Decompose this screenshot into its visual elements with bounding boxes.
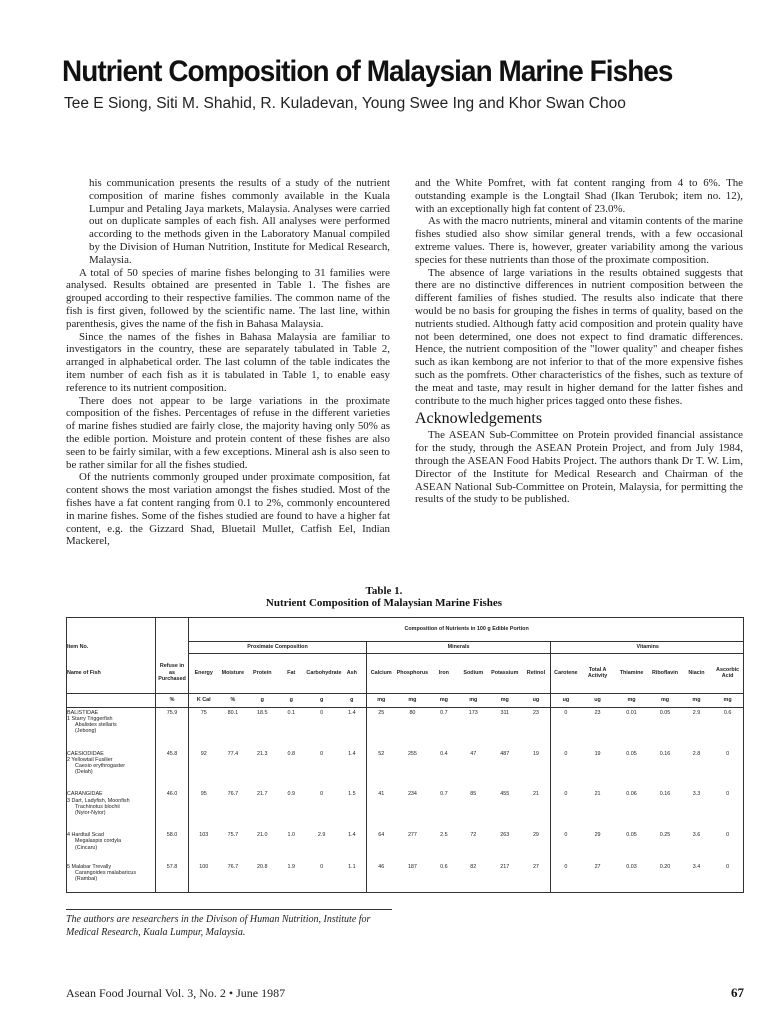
unit-cell: %	[218, 693, 247, 707]
column-header: Niacin	[688, 669, 705, 676]
value-cell: 103	[199, 832, 209, 839]
fish-local: (Nyior-Nyior)	[75, 810, 106, 816]
value-cell: 0.01	[626, 709, 637, 716]
column-header: Moisture	[221, 669, 245, 676]
value-cell: 64	[378, 832, 385, 839]
table-row	[66, 830, 744, 861]
value-cell: 0.25	[659, 832, 671, 839]
fish-local: (Cincaru)	[75, 844, 98, 851]
name-label: Name of Fish	[66, 653, 155, 693]
value-cell: 0	[726, 791, 730, 798]
value-cell: 19	[521, 749, 550, 790]
footnote: The authors are researchers in the Divison of Human Nutrition, Institute for Medical Research, Kuala Lumpur, Malaysia.	[66, 914, 371, 938]
value-cell: 46	[378, 863, 385, 870]
value-cell: 0.05	[626, 750, 637, 757]
authors: Tee E Siong, Siti M. Shahid, R. Kuladevan, Young Swee Ing and Khor Swan Choo	[64, 95, 626, 112]
fish-name: 4 Hardtail Scad	[67, 832, 104, 839]
value-cell: 255	[407, 750, 417, 757]
table-row	[66, 707, 744, 749]
paragraph: There does not appear to be large variations in the proximate composition of the fishes. Percentages of refuse in the different varieties of marine fishes studied are fairly close, the majority having only 50% as the edible portion. Moisture and protein content of these fishes are also seen to be fairly similar, with a few exceptions. Mineral ash is also seen to be rather similar for all the fishes studied.	[66, 394, 390, 471]
table-title: Nutrient Composition of Malaysian Marine Fishes	[265, 597, 503, 609]
value-cell: 45.8	[155, 749, 188, 790]
table-header-blank	[66, 617, 155, 641]
column-header: Carbohydrate	[306, 669, 342, 676]
value-cell: 0.9	[287, 791, 295, 798]
unit-cell: mg	[429, 693, 458, 707]
column-header: Ash	[338, 653, 366, 693]
fish-scientific: Carangoides malabaricus	[75, 869, 137, 876]
unit-cell: ug	[551, 693, 580, 707]
value-cell: 1.4	[338, 830, 366, 861]
value-cell: 20.8	[257, 863, 268, 870]
value-cell: 76.7	[227, 791, 239, 798]
table-header-blank	[155, 641, 188, 653]
unit-cell: mg	[488, 693, 521, 707]
column-header: Iron	[438, 669, 449, 676]
composition-header: Composition of Nutrients in 100 g Edible Portion	[189, 617, 744, 641]
value-cell: 76.7	[227, 863, 239, 870]
fish-scientific: Caesio erythrogaster	[75, 762, 126, 769]
value-cell: 21.7	[257, 791, 268, 798]
value-cell: 46.0	[155, 789, 188, 830]
acknowledgements-text: The ASEAN Sub-Committee on Protein provided financial assistance for the study, through the ASEAN Protein Project, and from July 1984, through the ASEAN Food Habits Project. The authors thank Dr T. W. Lim, Director of the Institute for Medical Research and Chairman of the ASEAN National Sub-Committee on Protein, Malaysia, for permitting the results of the study to be published.	[415, 429, 743, 506]
value-cell: 0	[564, 750, 568, 757]
value-cell: 75.7	[227, 832, 239, 839]
unit-cell: mg	[396, 693, 429, 707]
fish-name-cell	[66, 749, 155, 790]
value-cell: 77.4	[227, 750, 239, 757]
paragraph: Since the names of the fishes in Bahasa Malaysia are familiar to investigators in the country, these are separately tabulated in Table 2, arranged in alphabetical order. The last column of the table indicates the item number of each fish as it is tabulated in Table 1, to enable easy reference to its nutrient composition.	[66, 330, 390, 394]
value-cell: 0	[726, 832, 730, 839]
value-cell: 52	[378, 750, 385, 757]
unit-cell: K Cal	[189, 693, 218, 707]
acknowledgements-heading: Acknowledgements	[415, 410, 543, 428]
nutrient-table	[66, 617, 744, 893]
unit-cell: g	[338, 693, 366, 707]
table-row	[66, 749, 744, 790]
refuse-label: Refuse in as Purchased	[155, 653, 188, 693]
value-cell: 217	[500, 863, 510, 870]
value-cell: 0	[320, 863, 324, 870]
value-cell: 0	[564, 832, 568, 839]
column-header: Calcium	[370, 669, 392, 676]
column-header: Thiamine	[619, 669, 644, 676]
value-cell: 234	[407, 791, 417, 798]
paragraph: As with the macro nutrients, mineral and vitamin contents of the marine fishes studied also show similar general trends, with a few occasional extreme values. There is, however, greater variability among the various species for these nutrients than those of the proximate composition.	[415, 215, 743, 266]
fish-name: 3 Dart, Ladyfish, Moonfish	[67, 797, 130, 804]
value-cell: 455	[500, 791, 510, 798]
value-cell: 277	[407, 832, 417, 839]
unit-cell: ug	[521, 693, 550, 707]
column-header: Retinol	[521, 653, 550, 693]
value-cell: 0.7	[440, 791, 448, 798]
value-cell: 47	[470, 750, 477, 757]
unit-cell: g	[248, 693, 277, 707]
table-row	[66, 862, 744, 893]
value-cell: 57.8	[155, 862, 188, 893]
value-cell: 1.1	[338, 862, 366, 893]
value-cell: 0.8	[287, 750, 295, 757]
value-cell: 0	[320, 709, 324, 716]
value-cell: 21	[521, 789, 550, 830]
value-cell: 1.4	[338, 749, 366, 790]
column-header: Carotene	[554, 669, 578, 676]
column-header: Energy	[194, 669, 213, 676]
value-cell: 23	[594, 709, 601, 716]
fish-name: 2 Yellowtail Fusilier	[67, 756, 113, 763]
item-label: Item No.	[66, 641, 155, 653]
unit-cell: mg	[615, 693, 648, 707]
fish-local: (Jebong)	[75, 728, 97, 735]
value-cell: 1.9	[287, 863, 295, 870]
value-cell: 0.4	[440, 750, 448, 757]
column-header: Ascorbic Acid	[716, 666, 740, 679]
value-cell: 21.0	[257, 832, 268, 839]
fish-name: 1 Starry Triggerfish	[67, 715, 113, 722]
column-header: Fat	[287, 669, 296, 676]
value-cell: 0	[726, 863, 730, 870]
right-column	[415, 177, 743, 506]
group-vitamins: Vitamins	[551, 641, 744, 653]
unit-cell: g	[305, 693, 337, 707]
value-cell: 0	[564, 709, 568, 716]
value-cell: 0.7	[440, 709, 448, 716]
fish-family: CARANGIDAE	[67, 791, 103, 798]
table-header-blank	[155, 617, 188, 641]
fish-scientific: Megalaspis cordyla	[75, 838, 122, 845]
value-cell: 0	[564, 863, 568, 870]
value-cell: 58.0	[155, 830, 188, 861]
value-cell: 0.05	[659, 709, 671, 716]
group-proximate: Proximate Composition	[189, 641, 367, 653]
value-cell: 72	[470, 832, 477, 839]
fish-local: (Rambai)	[75, 875, 98, 882]
value-cell: 2.9	[317, 832, 326, 839]
column-header: Protein	[253, 669, 272, 676]
fish-name-cell	[66, 789, 155, 830]
value-cell: 21	[594, 791, 601, 798]
value-cell: 0	[726, 750, 730, 757]
unit-cell: mg	[711, 693, 744, 707]
fish-scientific: Trachinotus blochii	[75, 803, 120, 810]
value-cell: 3.3	[692, 791, 701, 798]
left-column	[66, 177, 390, 548]
value-cell: 187	[407, 863, 417, 870]
value-cell: 80.1	[227, 709, 239, 716]
value-cell: 263	[500, 832, 510, 839]
paragraph: his communication presents the results of a study of the nutrient composition of marine fishes commonly available in the Kuala Lumpur and Petaling Jaya markets, Malaysia. Analyses were carried out on duplicate samples of each fish. All analyses were performed according to the methods given in the Laboratory Manual compiled by the Division of Human Nutrition, Institute for Medical Research, Malaysia.	[89, 177, 390, 266]
value-cell: 173	[468, 709, 478, 716]
unit-cell: mg	[648, 693, 681, 707]
value-cell: 100	[199, 863, 209, 870]
page-title: Nutrient Composition of Malaysian Marine Fishes	[62, 55, 673, 88]
value-cell: 95	[200, 791, 207, 798]
table-row	[66, 789, 744, 830]
fish-scientific: Abalistes stellaris	[75, 721, 117, 728]
value-cell: 311	[500, 709, 510, 716]
value-cell: 80	[409, 709, 416, 716]
column-header: Riboflavin	[651, 669, 679, 676]
unit-cell: g	[277, 693, 305, 707]
value-cell: 29	[594, 832, 601, 839]
value-cell: 0.6	[440, 863, 448, 870]
unit-cell: ug	[580, 693, 614, 707]
paragraph: Of the nutrients commonly grouped under proximate composition, fat content shows the most variation amongst the fishes studied. Most of the fishes have a fat content ranging from 0.1 to 2%, commonly encountered in marine fishes. Some of the fishes studied are found to have a higher fat content, e.g. the Gizzard Shad, Bluetail Mullet, Catfish Eel, Indian Mackerel,	[66, 471, 390, 548]
table-header-blank	[66, 693, 155, 707]
group-minerals: Minerals	[366, 641, 551, 653]
value-cell: 0.16	[659, 791, 671, 798]
value-cell: 92	[200, 750, 207, 757]
value-cell: 21.3	[257, 750, 268, 757]
value-cell: 0	[564, 791, 568, 798]
value-cell: 1.0	[287, 832, 295, 839]
value-cell: 0	[320, 750, 324, 757]
fish-name-cell	[66, 830, 155, 861]
fish-family: CAESIODIDAE	[67, 750, 104, 757]
value-cell: 19	[594, 750, 601, 757]
column-header: Total A Activity	[587, 666, 608, 679]
value-cell: 82	[470, 863, 477, 870]
value-cell: 2.5	[440, 832, 448, 839]
journal-line: Asean Food Journal Vol. 3, No. 2 • June 1987	[66, 986, 286, 1000]
fish-family: BALISTIDAE	[67, 709, 99, 716]
column-header: Potassium	[491, 669, 519, 676]
unit-cell: mg	[459, 693, 488, 707]
fish-local: (Delah)	[75, 769, 93, 776]
fish-name-cell	[66, 707, 155, 749]
value-cell: 487	[500, 750, 510, 757]
value-cell: 85	[470, 791, 477, 798]
value-cell: 3.6	[692, 832, 701, 839]
value-cell: 75.9	[155, 707, 188, 749]
fish-name-cell	[66, 862, 155, 893]
value-cell: 2.8	[692, 750, 701, 757]
unit-cell: mg	[682, 693, 711, 707]
value-cell: 27	[521, 862, 550, 893]
paragraph: and the White Pomfret, with fat content ranging from 4 to 6%. The outstanding example is the Longtail Shad (Ikan Terubok; item no. 12), with an exceptionally high fat content of 23.0%.	[415, 177, 743, 215]
value-cell: 0.06	[626, 791, 637, 798]
value-cell: 0.16	[659, 750, 671, 757]
value-cell: 27	[594, 863, 601, 870]
paragraph: The absence of large variations in the results obtained suggests that there are no distinctive differences in nutrient composition between the different families of fishes studied. The results also indicate that there would be no basis for grouping the fishes in terms of quality, based on the nutrients studied. Although fatty acid composition and protein quality have not been determined, one does not expect to find dramatic differences. Hence, the nutrient composition of the "lower quality" and cheaper fishes such as ikan kembong are not inferior to that of the more expensive fishes such as the pomfrets. Other characteristics of the fishes, such as texture of the meat and taste, may result in higher demand for the latter fishes and contribute to the much higher prices tagged onto these fishes.	[415, 266, 743, 407]
unit-cell: %	[155, 693, 188, 707]
value-cell: 0.03	[626, 863, 637, 870]
value-cell: 29	[521, 830, 550, 861]
value-cell: 25	[378, 709, 385, 716]
fish-name: 5 Malabar Trevally	[67, 863, 112, 870]
table-label: Table 1.	[365, 585, 403, 597]
value-cell: 0.6	[723, 709, 732, 716]
page-number: 67	[731, 985, 744, 1000]
value-cell: 41	[378, 791, 385, 798]
footnote-rule	[66, 909, 392, 910]
value-cell: 18.5	[257, 709, 268, 716]
column-header: Sodium	[463, 669, 484, 676]
value-cell: 0.1	[287, 709, 295, 716]
value-cell: 23	[521, 707, 550, 749]
value-cell: 1.4	[338, 707, 366, 749]
value-cell: 3.4	[692, 863, 701, 870]
value-cell: 1.5	[338, 789, 366, 830]
nutrient-table-container	[66, 617, 744, 893]
value-cell: 0.05	[626, 832, 637, 839]
paragraph: A total of 50 species of marine fishes belonging to 31 families were analysed. Results obtained are presented in Table 1. The fishes are grouped according to their respective families. The common name of the fish is first given, followed by the scientific name. The last line, within parenthesis, gives the name of the fish in Bahasa Malaysia.	[66, 266, 390, 330]
value-cell: 2.9	[692, 709, 701, 716]
value-cell: 75	[200, 709, 207, 716]
table-caption	[0, 585, 768, 609]
column-header: Phosphorus	[396, 669, 429, 676]
value-cell: 0	[320, 791, 324, 798]
unit-cell: mg	[366, 693, 395, 707]
value-cell: 0.20	[659, 863, 671, 870]
